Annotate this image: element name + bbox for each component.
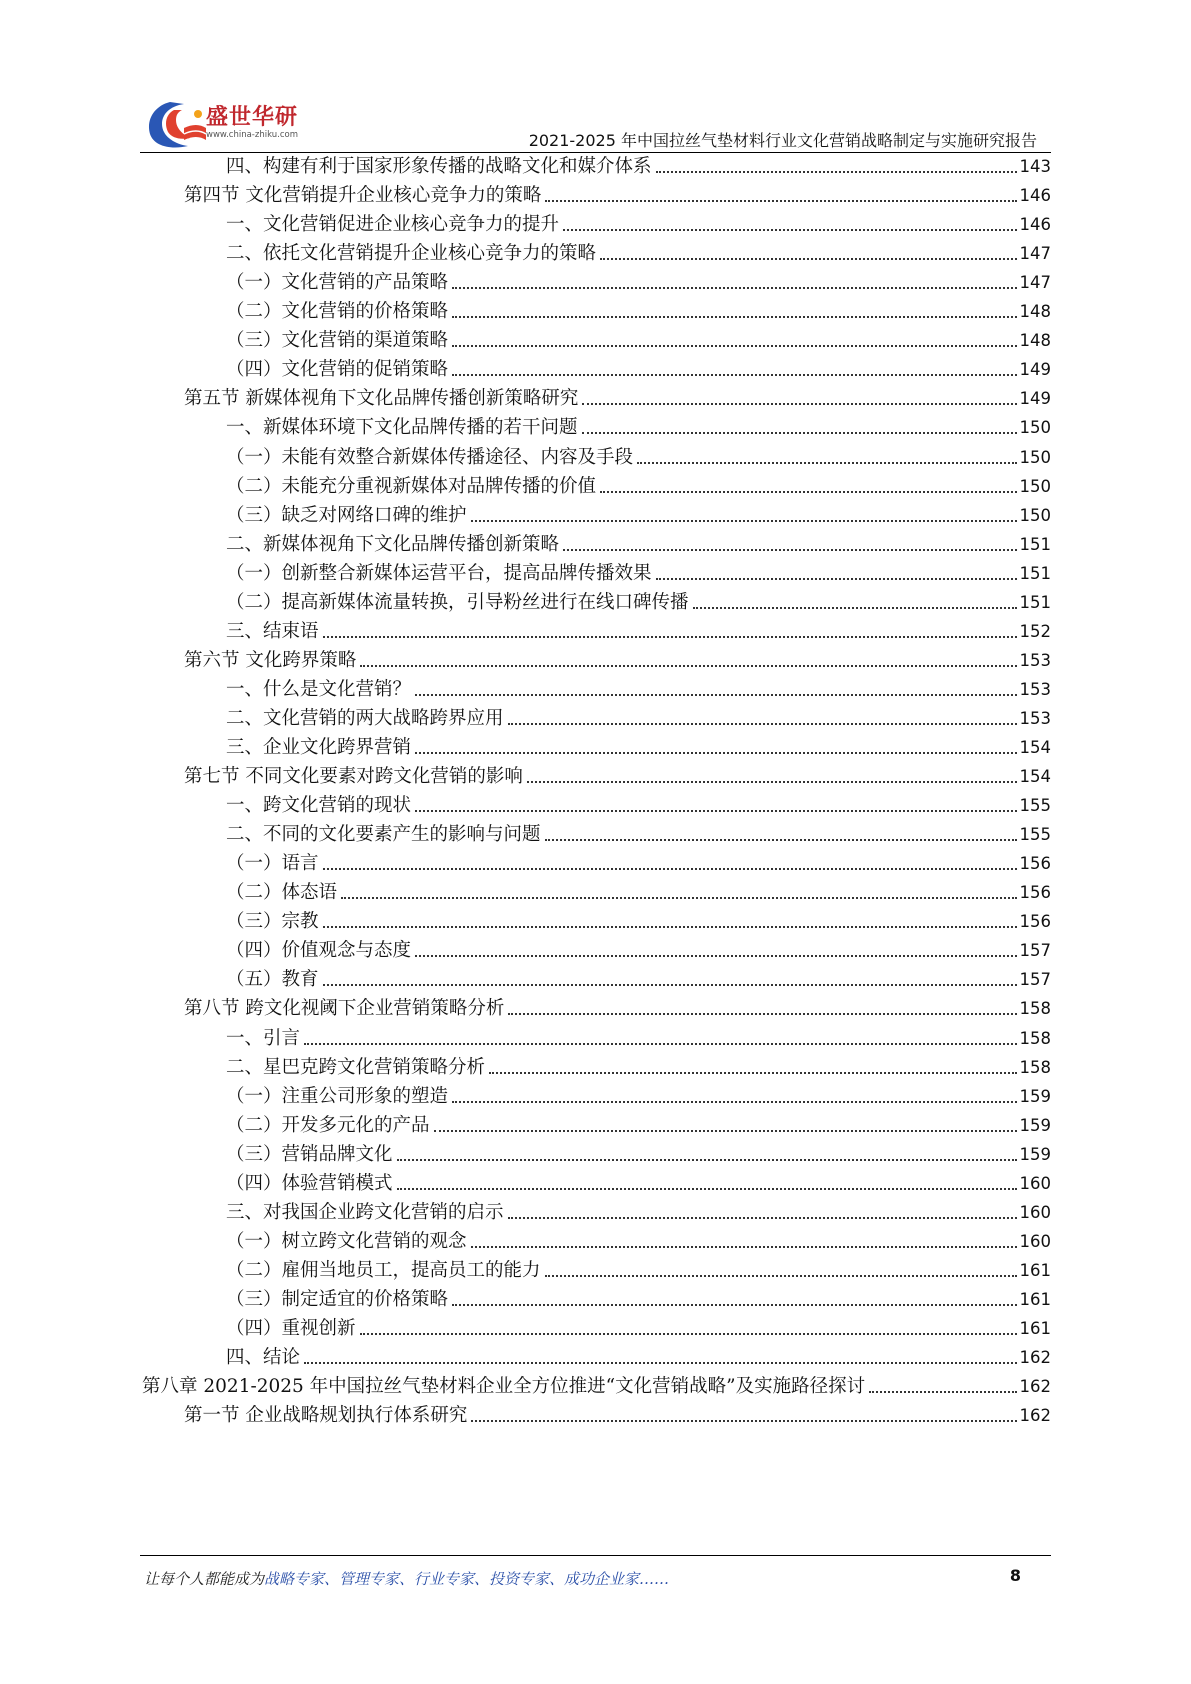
toc-dot-leader bbox=[452, 345, 1016, 347]
toc-dot-leader bbox=[527, 781, 1017, 783]
toc-entry-title: 第六节 文化跨界策略 bbox=[184, 649, 357, 671]
toc-dot-leader bbox=[489, 1072, 1016, 1074]
toc-entry-page: 151 bbox=[1019, 534, 1051, 554]
toc-entry-title: 一、新媒体环境下文化品牌传播的若干问题 bbox=[226, 417, 578, 439]
toc-dot-leader bbox=[656, 578, 1017, 580]
toc-entry-title: 第四节 文化营销提升企业核心竞争力的策略 bbox=[184, 185, 542, 207]
toc-entry-page: 157 bbox=[1019, 941, 1051, 961]
toc-entry-title: （一）文化营销的产品策略 bbox=[226, 272, 449, 294]
toc-entry-title: （二）开发多元化的产品 bbox=[226, 1114, 430, 1136]
toc-dot-leader bbox=[452, 287, 1016, 289]
toc-entry[interactable] bbox=[226, 789, 1051, 820]
toc-entry[interactable] bbox=[226, 353, 1051, 384]
toc-dot-leader bbox=[452, 1101, 1016, 1103]
toc-entry-page: 154 bbox=[1019, 738, 1051, 757]
toc-entry[interactable] bbox=[226, 528, 1051, 559]
toc-entry[interactable] bbox=[226, 208, 1051, 239]
toc-entry[interactable] bbox=[226, 1254, 1051, 1285]
toc-entry-page: 159 bbox=[1019, 1115, 1051, 1135]
toc-entry[interactable] bbox=[226, 499, 1051, 530]
toc-entry[interactable] bbox=[226, 266, 1051, 297]
toc-entry-page: 154 bbox=[1019, 767, 1051, 787]
toc-entry[interactable] bbox=[226, 1022, 1051, 1053]
toc-entry-page: 148 bbox=[1019, 331, 1051, 351]
toc-dot-leader bbox=[582, 432, 1017, 434]
toc-entry-page: 150 bbox=[1019, 505, 1051, 525]
toc-entry[interactable] bbox=[226, 673, 1051, 704]
toc-entry-title: 一、跨文化营销的现状 bbox=[226, 795, 412, 817]
logo-url: www.china-zhiku.com bbox=[206, 130, 298, 140]
toc-entry-title: 三、结束语 bbox=[226, 620, 319, 642]
toc-entry-page: 151 bbox=[1019, 592, 1051, 612]
toc-entry-title: （三）营销品牌文化 bbox=[226, 1143, 393, 1165]
toc-dot-leader bbox=[415, 752, 1016, 754]
footer-slogan-highlight: 战略专家、管理专家、行业专家、投资专家、成功企业家…… bbox=[264, 1570, 670, 1588]
toc-entry-title: （四）重视创新 bbox=[226, 1318, 356, 1339]
toc-entry-page: 147 bbox=[1019, 273, 1051, 293]
toc-entry[interactable] bbox=[226, 1341, 1051, 1372]
toc-entry[interactable] bbox=[184, 760, 1051, 791]
toc-entry-page: 153 bbox=[1019, 708, 1051, 728]
toc-dot-leader bbox=[452, 1304, 1016, 1306]
toc-entry[interactable] bbox=[226, 963, 1051, 994]
toc-dot-leader bbox=[563, 229, 1016, 231]
toc-dot-leader bbox=[341, 897, 1016, 899]
toc-entry-title: （三）缺乏对网络口碑的维护 bbox=[226, 504, 467, 526]
toc-entry-title: 四、构建有利于国家形象传播的战略文化和媒介体系 bbox=[226, 156, 652, 177]
toc-entry-page: 148 bbox=[1019, 302, 1051, 322]
toc-dot-leader bbox=[869, 1391, 1016, 1393]
toc-entry-title: 第八章 2021-2025 年中国拉丝气垫材料企业全方位推进“文化营销战略”及实施路径探讨 bbox=[142, 1376, 866, 1398]
toc-entry[interactable] bbox=[226, 1080, 1051, 1111]
toc-entry-page: 150 bbox=[1019, 418, 1051, 438]
toc-entry-page: 158 bbox=[1019, 999, 1051, 1019]
toc-entry-page: 146 bbox=[1019, 215, 1051, 235]
toc-entry-page: 151 bbox=[1019, 563, 1051, 583]
toc-dot-leader bbox=[304, 1043, 1016, 1045]
toc-dot-leader bbox=[563, 549, 1016, 551]
toc-dot-leader bbox=[360, 665, 1016, 667]
toc-entry-page: 152 bbox=[1019, 621, 1051, 641]
toc-entry-title: （四）文化营销的促销策略 bbox=[226, 359, 449, 381]
toc-entry[interactable] bbox=[184, 644, 1051, 675]
toc-entry[interactable] bbox=[226, 295, 1051, 326]
toc-entry-title: （一）未能有效整合新媒体传播途径、内容及手段 bbox=[226, 446, 634, 468]
toc-entry-page: 156 bbox=[1019, 912, 1051, 932]
toc-entry[interactable] bbox=[226, 615, 1051, 646]
toc-entry-title: （三）宗教 bbox=[226, 911, 319, 933]
toc-dot-leader bbox=[323, 926, 1017, 928]
page-header bbox=[0, 0, 1191, 160]
toc-entry[interactable] bbox=[226, 1051, 1051, 1082]
toc-entry[interactable] bbox=[226, 411, 1051, 442]
toc-entry[interactable] bbox=[226, 1283, 1051, 1314]
toc-entry[interactable] bbox=[226, 441, 1051, 472]
toc-dot-leader bbox=[471, 1420, 1016, 1422]
toc-entry[interactable] bbox=[184, 179, 1051, 210]
toc-dot-leader bbox=[545, 839, 1017, 841]
toc-entry-title: 二、新媒体视角下文化品牌传播创新策略 bbox=[226, 533, 560, 555]
toc-entry[interactable] bbox=[226, 470, 1051, 501]
report-title: 2021-2025 年中国拉丝气垫材料行业文化营销战略制定与实施研究报告 bbox=[528, 131, 1037, 150]
toc-entry-title: 二、不同的文化要素产生的影响与问题 bbox=[226, 824, 541, 846]
toc-entry-title: 三、对我国企业跨文化营销的启示 bbox=[226, 1201, 504, 1223]
toc-entry-page: 156 bbox=[1019, 883, 1051, 903]
toc-dot-leader bbox=[360, 1333, 1017, 1335]
toc-entry-page: 162 bbox=[1019, 1377, 1051, 1397]
toc-dot-leader bbox=[452, 316, 1016, 318]
toc-entry-page: 146 bbox=[1019, 186, 1051, 206]
toc-dot-leader bbox=[508, 1013, 1016, 1015]
toc-entry-page: 160 bbox=[1019, 1202, 1051, 1222]
toc-entry[interactable] bbox=[226, 324, 1051, 355]
toc-dot-leader bbox=[415, 694, 1016, 696]
toc-entry-page: 161 bbox=[1019, 1289, 1051, 1309]
toc-entry[interactable] bbox=[226, 1312, 1051, 1343]
toc-entry-page: 143 bbox=[1019, 157, 1051, 176]
toc-entry-title: （二）未能充分重视新媒体对品牌传播的价值 bbox=[226, 475, 597, 497]
toc-entry[interactable] bbox=[226, 876, 1051, 907]
toc-entry[interactable] bbox=[226, 557, 1051, 588]
toc-dot-leader bbox=[471, 1246, 1017, 1248]
toc-entry-page: 155 bbox=[1019, 825, 1051, 845]
toc-entry-title: 第五节 新媒体视角下文化品牌传播创新策略研究 bbox=[184, 388, 579, 410]
toc-dot-leader bbox=[323, 868, 1017, 870]
toc-dot-leader bbox=[471, 520, 1017, 522]
toc-dot-leader bbox=[582, 403, 1016, 405]
toc-entry-title: 三、企业文化跨界营销 bbox=[226, 737, 412, 758]
footer-divider bbox=[140, 1555, 1051, 1556]
toc-dot-leader bbox=[600, 258, 1016, 260]
toc-entry[interactable] bbox=[226, 818, 1051, 849]
toc-entry-page: 159 bbox=[1019, 1086, 1051, 1106]
toc-entry-title: （五）教育 bbox=[226, 969, 319, 991]
toc-dot-leader bbox=[452, 374, 1016, 376]
toc-entry-page: 160 bbox=[1019, 1173, 1051, 1193]
footer-slogan-prefix: 让每个人都能成为 bbox=[144, 1570, 265, 1588]
toc-entry[interactable] bbox=[226, 1167, 1051, 1198]
toc-entry-page: 156 bbox=[1019, 854, 1051, 874]
toc-dot-leader bbox=[508, 1217, 1017, 1219]
toc-entry-title: （四）价值观念与态度 bbox=[226, 940, 412, 962]
toc-entry-page: 153 bbox=[1019, 679, 1051, 699]
logo-name: 盛世华研 bbox=[206, 105, 299, 130]
toc-entry[interactable] bbox=[226, 586, 1051, 617]
toc-entry-title: 二、文化营销的两大战略跨界应用 bbox=[226, 707, 504, 729]
toc-entry[interactable] bbox=[226, 237, 1051, 268]
toc-entry[interactable] bbox=[226, 1225, 1051, 1256]
toc-entry-title: （二）提高新媒体流量转换，引导粉丝进行在线口碑传播 bbox=[226, 591, 689, 613]
toc-entry[interactable] bbox=[226, 1138, 1051, 1169]
toc-entry-page: 162 bbox=[1019, 1406, 1051, 1426]
toc-entry[interactable] bbox=[226, 702, 1051, 733]
toc-entry[interactable] bbox=[226, 847, 1051, 878]
toc-dot-leader bbox=[656, 171, 1017, 173]
toc-entry-page: 150 bbox=[1019, 447, 1051, 467]
toc-entry[interactable] bbox=[226, 905, 1051, 936]
toc-entry-title: 第八节 跨文化视阈下企业营销策略分析 bbox=[184, 998, 505, 1020]
toc-dot-leader bbox=[434, 1130, 1017, 1132]
toc-entry-title: 一、什么是文化营销？ bbox=[226, 678, 412, 700]
toc-entry-title: 一、文化营销促进企业核心竞争力的提升 bbox=[226, 214, 560, 236]
toc-dot-leader bbox=[545, 200, 1016, 202]
toc-entry-page: 147 bbox=[1019, 244, 1051, 264]
toc-dot-leader bbox=[323, 636, 1017, 638]
toc-entry-title: （一）树立跨文化营销的观念 bbox=[226, 1230, 467, 1252]
toc-entry-page: 157 bbox=[1019, 970, 1051, 990]
toc-entry-page: 150 bbox=[1019, 476, 1051, 496]
toc-entry-page: 158 bbox=[1019, 1057, 1051, 1077]
toc-dot-leader bbox=[415, 810, 1016, 812]
toc-dot-leader bbox=[323, 984, 1017, 986]
toc-entry[interactable] bbox=[226, 1109, 1051, 1140]
toc-entry[interactable] bbox=[226, 731, 1051, 762]
toc-entry[interactable] bbox=[226, 150, 1051, 181]
toc-entry-page: 161 bbox=[1019, 1319, 1051, 1338]
toc-dot-leader bbox=[637, 462, 1016, 464]
toc-entry-title: （四）体验营销模式 bbox=[226, 1172, 393, 1194]
toc-dot-leader bbox=[508, 723, 1017, 725]
toc-entry-title: 四、结论 bbox=[226, 1347, 301, 1369]
footer-slogan bbox=[144, 1568, 669, 1589]
toc-entry-title: （二）体态语 bbox=[226, 882, 338, 904]
toc-entry-page: 149 bbox=[1019, 389, 1051, 409]
toc-dot-leader bbox=[304, 1362, 1016, 1364]
toc-entry-page: 153 bbox=[1019, 650, 1051, 670]
toc-entry-title: （一）语言 bbox=[226, 853, 319, 875]
toc-dot-leader bbox=[397, 1188, 1017, 1190]
toc-entry-page: 159 bbox=[1019, 1144, 1051, 1164]
toc-entry-title: 第一节 企业战略规划执行体系研究 bbox=[184, 1405, 468, 1427]
toc-entry-page: 155 bbox=[1019, 796, 1051, 816]
toc-entry-page: 158 bbox=[1019, 1028, 1051, 1048]
toc-dot-leader bbox=[600, 491, 1016, 493]
toc-entry[interactable] bbox=[184, 382, 1051, 413]
toc-entry-page: 149 bbox=[1019, 360, 1051, 380]
toc-entry[interactable] bbox=[142, 1370, 1051, 1401]
toc-entry-page: 160 bbox=[1019, 1231, 1051, 1251]
toc-entry-title: （二）文化营销的价格策略 bbox=[226, 301, 449, 323]
toc-entry[interactable] bbox=[226, 934, 1051, 965]
toc-entry-title: （一）注重公司形象的塑造 bbox=[226, 1085, 449, 1107]
toc-entry[interactable] bbox=[184, 992, 1051, 1023]
toc-entry-title: （三）制定适宜的价格策略 bbox=[226, 1288, 449, 1310]
toc-entry[interactable] bbox=[184, 1399, 1051, 1430]
toc-entry-title: 二、依托文化营销提升企业核心竞争力的策略 bbox=[226, 243, 597, 265]
toc-entry-title: （三）文化营销的渠道策略 bbox=[226, 330, 449, 352]
toc-entry-title: 二、星巴克跨文化营销策略分析 bbox=[226, 1056, 486, 1078]
toc-dot-leader bbox=[397, 1159, 1017, 1161]
toc-dot-leader bbox=[545, 1275, 1017, 1277]
toc-dot-leader bbox=[693, 607, 1017, 609]
toc-entry[interactable] bbox=[226, 1196, 1051, 1227]
page-number: 8 bbox=[1009, 1566, 1021, 1585]
toc-dot-leader bbox=[415, 955, 1016, 957]
toc-entry-title: （二）雇佣当地员工，提高员工的能力 bbox=[226, 1259, 541, 1281]
toc-entry-title: 一、引言 bbox=[226, 1027, 301, 1049]
toc-entry-title: 第七节 不同文化要素对跨文化营销的影响 bbox=[184, 766, 523, 788]
toc-entry-page: 162 bbox=[1019, 1348, 1051, 1368]
toc-entry-title: （一）创新整合新媒体运营平台，提高品牌传播效果 bbox=[226, 562, 652, 584]
toc-entry-page: 161 bbox=[1019, 1260, 1051, 1280]
